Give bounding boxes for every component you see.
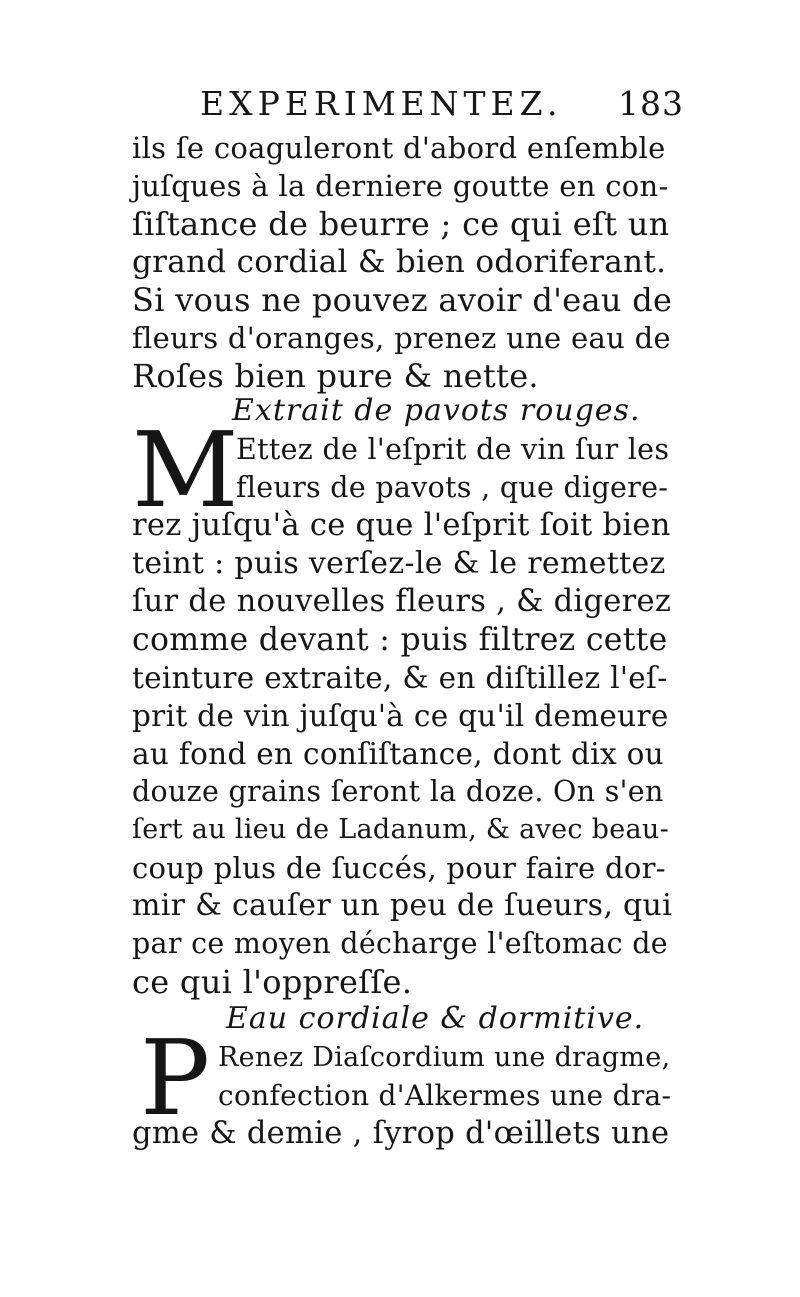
text-line: fleurs de pavots , que digere- — [236, 471, 669, 504]
drop-capital: P — [140, 1017, 210, 1139]
text-line: ils ſe coaguleront d'abord enſemble — [132, 131, 666, 165]
text-line: gme & demie , ſyrop d'œillets une — [132, 1116, 670, 1151]
page-number: 183 — [618, 84, 684, 123]
text-line: douze grains ſeront la doze. On s'en — [132, 775, 664, 808]
text-line: fleurs d'oranges, prenez une eau de — [132, 321, 671, 355]
text-line: Ettez de l'eſprit de vin ſur les — [236, 433, 670, 466]
text-line: rez juſqu'à ce que l'eſprit ſoit bien — [132, 508, 671, 543]
text-line: Si vous ne pouvez avoir d'eau de — [132, 281, 673, 319]
text-line: teinture extraite, & en diſtillez l'eſ- — [132, 661, 668, 695]
text-line: mir & cauſer un peu de ſueurs, qui — [132, 888, 673, 923]
text-line: comme devant : puis filtrez cette — [132, 622, 668, 658]
section-title: Extrait de pavots rouges. — [232, 393, 641, 428]
text-line: ſert au lieu de Ladanum, & avec beau- — [132, 814, 670, 845]
text-line: juſques à la derniere goutte en con- — [132, 169, 669, 203]
text-line: confection d'Alkermes une dra- — [218, 1079, 672, 1112]
running-title: EXPERIMENTEZ. — [200, 84, 563, 123]
text-line: ce qui l'oppreſſe. — [132, 963, 413, 1001]
text-line: grand cordial & bien odoriferant. — [132, 244, 667, 280]
text-line: prit de vin juſqu'à ce qu'il demeure — [132, 699, 669, 733]
text-line: par ce moyen décharge l'eſtomac de — [132, 927, 668, 960]
section-title: Eau cordiale & dormitive. — [226, 1001, 645, 1036]
text-line: ſur de nouvelles fleurs , & digerez — [132, 584, 672, 619]
text-line: au fond en conſiſtance, dont dix ou — [132, 737, 664, 771]
text-line: coup plus de ſuccés, pour faire dor- — [132, 851, 666, 885]
text-line: Renez Diaſcordium une dragme, — [218, 1042, 671, 1073]
text-line: ſiſtance de beurre ; ce qui eſt un — [132, 205, 670, 243]
drop-capital: M — [132, 409, 239, 531]
running-header — [200, 84, 684, 123]
text-line: teint : puis verſez-le & le remettez — [132, 546, 666, 581]
text-line: Roſes bien pure & nette. — [132, 357, 539, 395]
